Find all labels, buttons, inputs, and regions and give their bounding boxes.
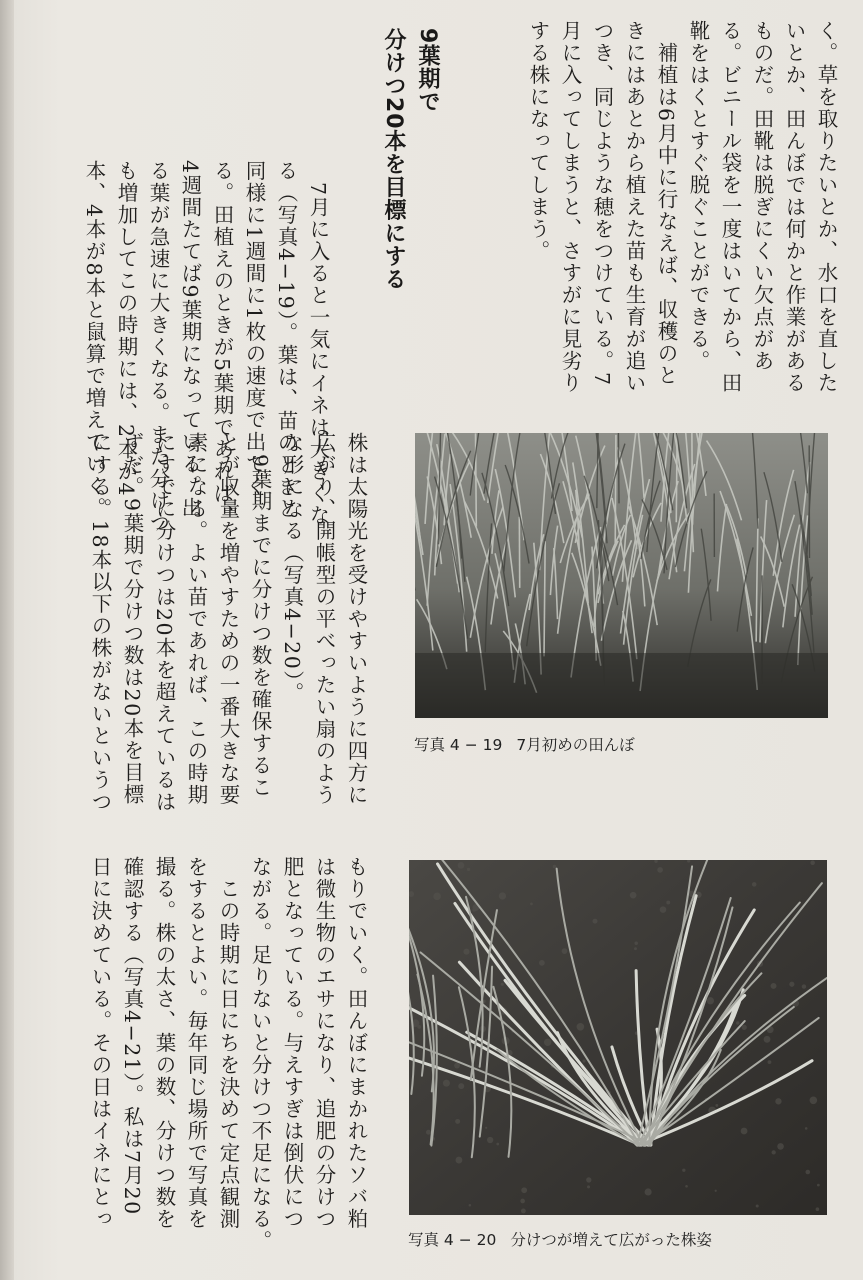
text-line: にする。18本以下の株がないというつ <box>88 432 112 814</box>
text-line: きにはあとから植えた苗も生育が追い <box>622 20 646 394</box>
text-line: も増加してこの時期には、2本が4 <box>114 160 138 498</box>
body-text-top-right <box>462 20 842 420</box>
heading-line: 9葉期で <box>415 28 440 114</box>
photo-caption-4-19 <box>414 733 649 755</box>
body-text-middle <box>32 432 372 817</box>
section-heading <box>364 28 444 328</box>
text-line: る（写真4−19）。葉は、苗のときと <box>274 160 298 521</box>
text-line: する株になってしまう。 <box>526 20 550 262</box>
text-line: 月に入ってしまうと、さすがに見劣り <box>558 20 582 394</box>
text-line: る。ビニール袋を一度はいてから、田 <box>718 20 742 394</box>
caption-number: 写真 4 − 20 <box>408 1231 497 1249</box>
text-line: 4週間たてば9葉期になっている。出 <box>178 160 202 520</box>
text-line: 素になる。よい苗であれば、この時期 <box>184 432 208 806</box>
text-line: つき、同じような穂をつけている。7 <box>590 20 614 387</box>
text-line: る。田植えのときが5葉期であれば、 <box>210 160 234 527</box>
body-text-top-left <box>34 160 334 534</box>
caption-text: 分けつが増えて広がった株姿 <box>510 1231 712 1249</box>
text-line: とが収量を増やすための一番大きな要 <box>216 432 240 806</box>
text-line: 靴をはくとすぐ脱ぐことができる。 <box>686 20 710 372</box>
body-text-bottom <box>32 856 372 1252</box>
photo-rice-field-july <box>415 433 828 718</box>
photo-rice-plant-spread <box>409 860 827 1215</box>
photo-caption-4-20 <box>408 1228 726 1250</box>
text-line: 撮る。株の太さ、葉の数、分けつ数を <box>152 856 176 1230</box>
text-line: にすでに分けつは20本を超えているは <box>152 432 176 814</box>
text-line: 株は太陽光を受けやすいように四方に <box>344 432 368 806</box>
text-line: 肥となっている。与えすぎは倒伏につ <box>280 856 304 1230</box>
caption-text: 7月初めの田んぼ <box>516 736 635 754</box>
text-line: 7月に入ると一気にイネは大きくな <box>306 160 330 527</box>
text-line: る葉が急速に大きくなる。また分けつ <box>146 160 170 534</box>
text-line: 日に決めている。その日はイネにとっ <box>88 856 112 1230</box>
text-line: 確認する（写真4−21）。私は7月20 <box>120 856 144 1216</box>
caption-number: 写真 4 − 19 <box>414 736 503 754</box>
text-line: な形になる（写真4−20）。 <box>280 432 304 705</box>
text-line: く。草を取りたいとか、水口を直した <box>814 20 838 394</box>
text-line: この時期に日にちを決めて定点観測 <box>216 856 240 1230</box>
text-line: 同様に1週間に1枚の速度で出てく <box>242 160 266 498</box>
text-line: 9葉期までに分けつ数を確保するこ <box>248 432 272 799</box>
text-line: ながる。足りないと分けつ不足になる。 <box>248 856 272 1252</box>
page-gutter <box>0 0 14 1280</box>
text-line: 補植は6月中に行なえば、収穫のと <box>654 20 678 387</box>
text-line: は微生物のエサになり、追肥の分けつ <box>312 856 336 1230</box>
text-line: をするとよい。毎年同じ場所で写真を <box>184 856 208 1230</box>
text-line: いとか、田んぼでは何かと作業がある <box>782 20 806 394</box>
text-line: 本、4本が8本と鼠算で増えていく。 <box>82 160 106 520</box>
text-line: ずだ。9葉期で分けつ数は20本を目標 <box>120 432 144 806</box>
text-line: 広がり、開帳型の平べったい扇のよう <box>312 432 336 806</box>
text-line: ものだ。田靴は脱ぎにくい欠点があ <box>750 20 774 372</box>
text-line: もりでいく。田んぼにまかれたソバ粕 <box>344 856 368 1230</box>
heading-line: 分けつ20本を目標にする <box>381 28 406 291</box>
